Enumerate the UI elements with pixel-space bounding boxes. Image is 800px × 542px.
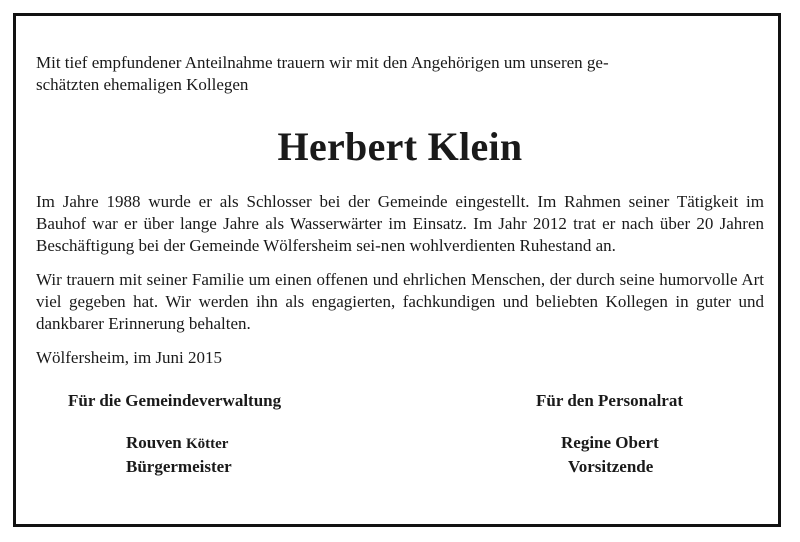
intro-text: [36, 52, 764, 96]
signature-left-last-name: Kötter: [185, 436, 229, 452]
signature-right-name: Regine Obert: [561, 433, 659, 452]
signature-left-name: [126, 432, 228, 455]
notice-frame: [13, 13, 781, 527]
signature-right-title: Vorsitzende: [568, 457, 654, 476]
signature-right-heading: Für den Personalrat: [536, 391, 684, 410]
notice-body: [36, 52, 764, 369]
signature-left-heading: Für die Gemeindeverwaltung: [68, 391, 282, 410]
place-and-date: Wölfersheim, im Juni 2015: [36, 348, 223, 367]
deceased-name: Herbert Klein: [277, 124, 523, 169]
intro-line-1: Mit tief empfundener Anteilnahme trauern wir mit den Angehörigen um unseren ge-: [36, 53, 609, 72]
signature-left-first-name: Rouven: [126, 433, 182, 452]
biography-paragraph: Im Jahre 1988 wurde er als Schlosser bei der Gemeinde eingestellt. Im Rahmen seiner Tätigkeit im Bauhof war er über lange Jahre als Wasserwärter im Einsatz. Im Jahr 2012 trat er nach über 20 Jahren Beschäftigung bei der Gemeinde Wölfersheim sei-nen wohlverdienten Ruhestand an.: [36, 192, 764, 255]
signature-left-title: Bürgermeister: [126, 457, 232, 476]
intro-line-2: schätzten ehemaligen Kollegen: [36, 75, 249, 94]
condolence-paragraph: Wir trauern mit seiner Familie um einen offenen und ehrlichen Menschen, der durch seine humorvolle Art viel gegeben hat. Wir werden ihn als engagierten, fachkundigen und beliebten Kollegen in guter und dankbarer Erinnerung behalten.: [36, 270, 764, 333]
